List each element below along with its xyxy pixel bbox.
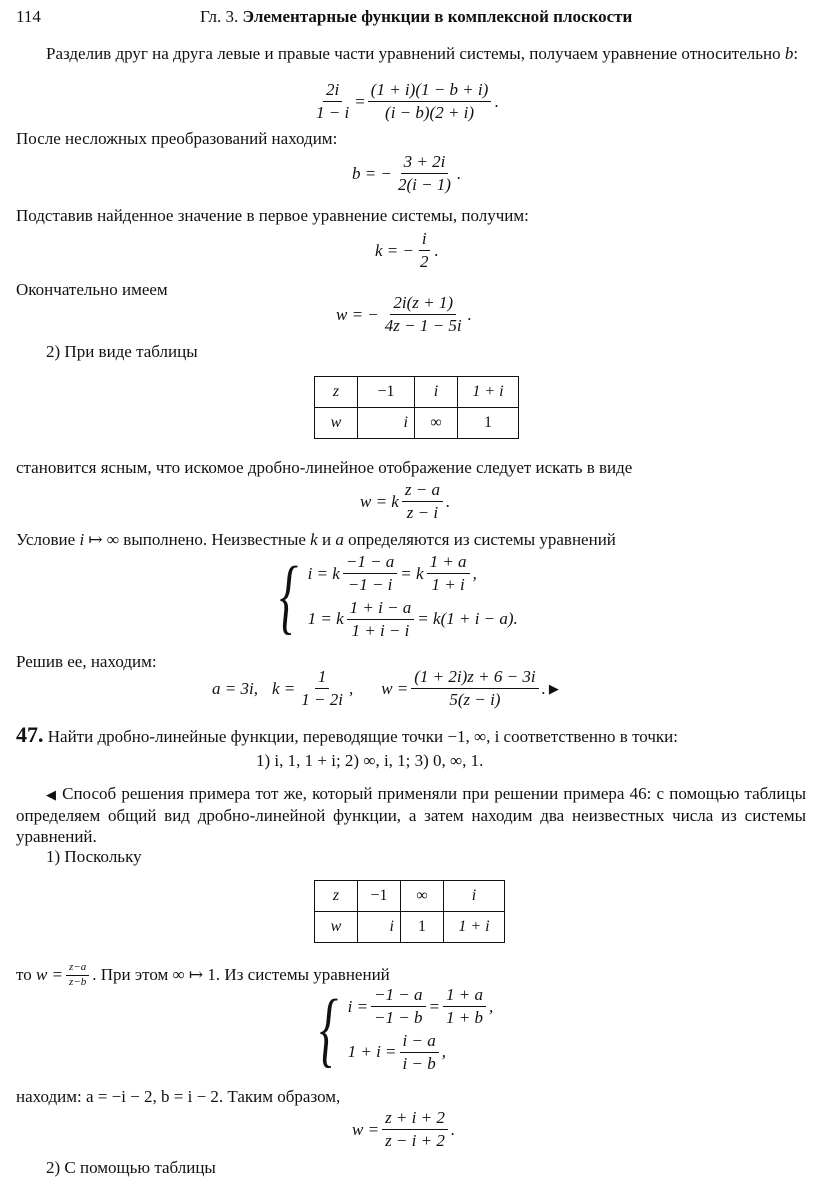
formula-1-lhs-den: 1 − i: [316, 103, 350, 123]
formula-3-lhs: k = −: [375, 240, 414, 260]
system-1-rows: [308, 552, 518, 642]
paragraph-7-c: и: [321, 530, 332, 549]
example-47: [16, 722, 806, 748]
chapter-title: Элементарные функции в комплексной плоскости: [242, 7, 633, 26]
table-cell: i: [444, 881, 505, 912]
res1-k-frac: [298, 667, 346, 711]
running-head: [200, 7, 632, 27]
table-2-row-z: [315, 881, 505, 912]
formula-4-den: 4z − 1 − 5i: [384, 316, 462, 336]
formula-1-rhs: [368, 80, 492, 124]
system-2: [312, 982, 494, 1076]
formula-3-num: i: [419, 229, 430, 251]
paragraph-7-b: выполнено. Неизвестные: [123, 530, 306, 549]
res1-a: a = 3i,: [212, 678, 258, 698]
table-1-row-z: [315, 377, 519, 408]
inline-w-lhs: w =: [35, 964, 64, 984]
paragraph-7-d: определяются из системы уравнений: [348, 530, 616, 549]
formula-4-lhs: w = −: [336, 304, 379, 324]
paragraph-1: [16, 44, 806, 64]
formula-5-den: z − i: [406, 503, 439, 523]
res1-k-lhs: k =: [271, 678, 296, 698]
formula-1-end: .: [494, 91, 499, 111]
paragraph-7: [16, 530, 806, 550]
sys1-r2-num: 1 + i − a: [347, 598, 415, 620]
sys1-r1-num2: 1 + a: [427, 552, 470, 574]
formula-6-num: z + i + 2: [382, 1108, 448, 1130]
solution-start-marker: ◀: [46, 787, 57, 802]
solution-paragraph: [16, 783, 806, 847]
formula-4-end: .: [467, 304, 472, 324]
table-cell: i: [358, 912, 401, 943]
sys1-r1-end: ,: [472, 563, 477, 583]
paragraph-1-var: b: [784, 44, 794, 63]
formula-5-frac: [402, 480, 443, 524]
table-1: [314, 376, 519, 439]
sys2-r2-frac: [400, 1031, 439, 1075]
sys1-r2-end: = k(1 + i − a).: [417, 609, 518, 629]
paragraph-9: 1) Поскольку: [46, 847, 142, 866]
formula-3-end: .: [434, 240, 439, 260]
formula-6-den: z − i + 2: [385, 1131, 445, 1151]
formula-5-lhs: w = k: [360, 491, 399, 511]
paragraph-7-k: k: [310, 530, 318, 549]
paragraph-11: находим: a = −i − 2, b = i − 2. Таким образом,: [16, 1087, 341, 1106]
table-cell: w: [315, 408, 358, 439]
formula-3-frac: [417, 229, 432, 273]
res1-end: .: [541, 678, 546, 698]
res1-w-frac: [411, 667, 538, 711]
paragraph-3: Подставив найденное значение в первое уравнение системы, получим:: [16, 206, 529, 225]
sys2-r2-end: ,: [441, 1042, 446, 1062]
res1-k-den: 1 − 2i: [301, 690, 343, 710]
formula-2-end: .: [456, 163, 462, 183]
paragraph-12: 2) С помощью таблицы: [46, 1158, 216, 1177]
table-cell: z: [315, 881, 358, 912]
paragraph-1-end: :: [793, 44, 799, 63]
table-cell: −1: [358, 881, 401, 912]
sys1-r2-frac: [347, 598, 415, 642]
table-2-row-w: [315, 912, 505, 943]
end-of-solution-marker: ▶: [548, 681, 559, 697]
res1-w-den: 5(z − i): [449, 690, 501, 710]
formula-2: [352, 152, 461, 196]
sys1-r1-frac2: [427, 552, 470, 596]
formula-6-lhs: w =: [352, 1119, 380, 1139]
formula-2-den: 2(i − 1): [397, 175, 451, 195]
sys1-r1-num1: −1 − a: [343, 552, 397, 574]
sys1-r1-frac1: [343, 552, 397, 596]
paragraph-7-cond: i ↦ ∞: [79, 530, 120, 549]
inline-frac: [66, 962, 89, 988]
res1-w-num: (1 + 2i)z + 6 − 3i: [411, 667, 538, 689]
table-cell: i: [415, 377, 458, 408]
formula-4-num: 2i(z + 1): [390, 293, 456, 315]
sys1-r1-den1: −1 − i: [347, 575, 393, 595]
formula-5-end: .: [445, 491, 451, 511]
formula-1-rhs-den: (i − b)(2 + i): [385, 103, 475, 123]
sys2-r1-lhs: i =: [347, 996, 369, 1016]
table-cell: 1 + i: [458, 377, 519, 408]
system-1-brace: {: [279, 549, 299, 643]
table-cell: w: [315, 912, 358, 943]
formula-1-eq: =: [355, 91, 365, 111]
table-2: [314, 880, 505, 943]
formula-4-frac: [382, 293, 465, 337]
formula-6-end: .: [450, 1119, 456, 1139]
sys1-r2-lhs: 1 = k: [307, 609, 344, 629]
sys2-r1-num2: 1 + a: [443, 985, 486, 1007]
formula-2-frac: [395, 152, 454, 196]
system-1-row-2: [308, 598, 518, 642]
paragraph-5: 2) При виде таблицы: [46, 342, 198, 361]
sys2-r1-frac1: [371, 985, 425, 1029]
inline-den: z−b: [69, 975, 87, 988]
table-1-row-w: [315, 408, 519, 439]
sys1-r1-lhs: i = k: [307, 563, 340, 583]
formula-3: [375, 229, 439, 273]
result-1: [212, 667, 559, 711]
system-2-body: [312, 982, 494, 1076]
paragraph-10-a: то: [16, 964, 32, 984]
system-1: [272, 549, 518, 643]
sys2-r2-den: i − b: [402, 1054, 436, 1074]
sys2-r1-den2: 1 + b: [445, 1008, 483, 1028]
sys2-r1-mid: =: [428, 996, 440, 1016]
table-cell: i: [358, 408, 415, 439]
table-cell: 1: [401, 912, 444, 943]
paragraph-10-b: . При этом ∞ ↦ 1. Из системы уравнений: [92, 964, 390, 984]
paragraph-7-avar: a: [335, 530, 344, 549]
system-2-row-2: [348, 1031, 494, 1075]
example-number: 47.: [16, 722, 44, 747]
table-cell: z: [315, 377, 358, 408]
formula-2-lhs: b = −: [352, 163, 392, 183]
example-text: Найти дробно-линейные функции, переводящие точки −1, ∞, i соответственно в точки:: [47, 727, 678, 746]
formula-1-lhs: [313, 80, 352, 124]
sys2-r1-end: ,: [488, 996, 494, 1016]
table-cell: ∞: [415, 408, 458, 439]
system-2-rows: [348, 985, 494, 1075]
example-cases: 1) i, 1, 1 + i; 2) ∞, i, 1; 3) 0, ∞, 1.: [256, 751, 484, 770]
sys1-r1-den2: 1 + i: [431, 575, 465, 595]
formula-1-lhs-num: 2i: [323, 80, 342, 102]
sys1-r2-den: 1 + i − i: [351, 621, 410, 641]
formula-1: [310, 80, 499, 124]
paragraph-4: Окончательно имеем: [16, 280, 168, 299]
sys2-r1-frac2: [443, 985, 486, 1029]
sys1-r1-mid: = k: [400, 563, 424, 583]
paragraph-8: Решив ее, находим:: [16, 652, 157, 671]
res1-k-num: 1: [315, 667, 330, 689]
sys2-r1-den1: −1 − b: [374, 1008, 423, 1028]
paragraph-7-a: Условие: [16, 530, 76, 549]
system-1-body: [272, 549, 518, 643]
system-1-row-1: [308, 552, 518, 596]
chapter-prefix: Гл. 3.: [200, 7, 239, 26]
system-2-brace: {: [319, 982, 339, 1076]
solution-text: Способ решения примера тот же, который применяли при решении примера 46: с помощью таблицы определяем общий вид дробно-линейной функции, а затем находим два неизвестных числа из системы уравнений.: [16, 784, 807, 846]
table-cell: −1: [358, 377, 415, 408]
formula-5: [360, 480, 450, 524]
system-2-row-1: [348, 985, 494, 1029]
formula-2-num: 3 + 2i: [401, 152, 449, 174]
formula-5-num: z − a: [402, 480, 443, 502]
table-cell: 1: [458, 408, 519, 439]
formula-6-frac: [382, 1108, 448, 1152]
res1-w-lhs: w =: [381, 678, 409, 698]
table-cell: ∞: [401, 881, 444, 912]
sys2-r2-lhs: 1 + i =: [347, 1042, 397, 1062]
paragraph-6: становится ясным, что искомое дробно-линейное отображение следует искать в виде: [16, 458, 633, 477]
formula-1-rhs-num: (1 + i)(1 − b + i): [368, 80, 492, 102]
res1-sep: ,: [348, 678, 354, 698]
paragraph-2: После несложных преобразований находим:: [16, 129, 338, 148]
formula-4: [336, 293, 472, 337]
inline-num: z−a: [66, 962, 89, 976]
table-cell: 1 + i: [444, 912, 505, 943]
formula-6: [352, 1108, 455, 1152]
formula-3-den: 2: [420, 252, 429, 272]
sys2-r1-num1: −1 − a: [371, 985, 425, 1007]
sys2-r2-num: i − a: [400, 1031, 439, 1053]
paragraph-1-text: Разделив друг на друга левые и правые части уравнений системы, получаем уравнение относительно: [46, 44, 781, 63]
page-number: 114: [16, 7, 41, 26]
